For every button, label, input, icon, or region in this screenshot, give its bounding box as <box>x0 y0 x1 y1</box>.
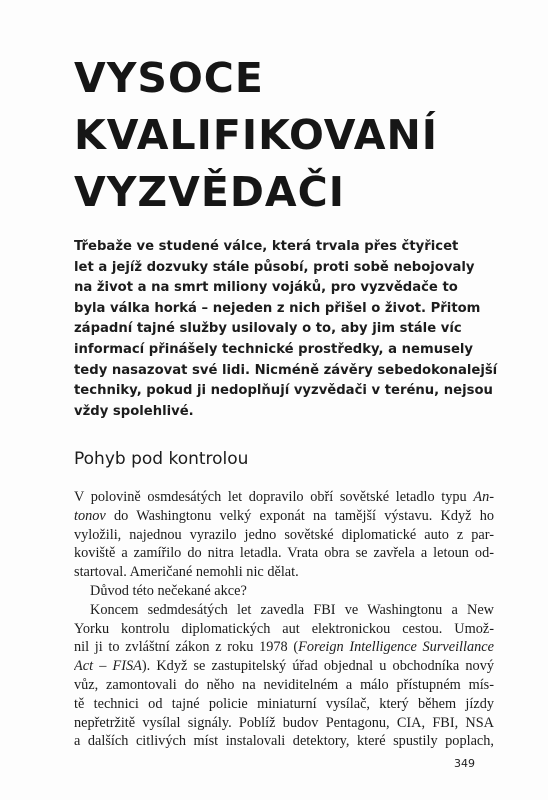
page-number: 349 <box>454 757 475 770</box>
body-line: tonov do Washingtonu velký exponát na tamější výstavu. Když ho <box>74 507 494 524</box>
body-line: nil ji to zvláštní zákon z roku 1978 (Foreign Intelligence Surveillance <box>74 639 494 656</box>
lead-line: let a jejíž dozvuky stále působí, proti sobě nebojovaly <box>74 259 475 275</box>
body-line: Act – FISA). Když se zastupitelský úřad objednal u obchodníka nový <box>74 658 494 675</box>
body-line: Důvod této nečekané akce? <box>90 582 247 599</box>
body-line: tě technici od tajné policie miniaturní vysílač, který během jízdy <box>74 695 494 712</box>
chapter-title-line: KVALIFIKOVANÍ <box>74 111 439 159</box>
body-line: vyložili, najednou vyrazilo jedno sovětské diplomatické auto z par- <box>74 526 494 543</box>
body-line: Koncem sedmdesátých let zavedla FBI ve Washingtonu a New <box>90 601 494 618</box>
lead-line: tedy nasazovat své lidi. Nicméně závěry sebedokonalejší <box>74 362 498 378</box>
lead-line: informací přinášely technické prostředky, a nemusely <box>74 341 474 357</box>
body-line: a dalších citlivých míst instalovali detektory, které spustily poplach, <box>74 733 494 750</box>
lead-line: techniky, pokud ji nedoplňují vyzvědači v terénu, nejsou <box>74 383 493 399</box>
chapter-title-line: VYZVĚDAČI <box>74 168 345 216</box>
lead-line: byla válka horká – nejeden z nich přišel o život. Přitom <box>74 300 481 316</box>
chapter-title-line: VYSOCE <box>74 54 264 102</box>
lead-line: na život a na smrt miliony vojáků, pro vyzvědače to <box>74 280 458 296</box>
body-text <box>74 488 494 751</box>
chapter-title <box>74 50 514 221</box>
body-line: V polovině osmdesátých let dopravilo obří sovětské letadlo typu An- <box>74 489 494 505</box>
body-line: nepřetržitě vysílal signály. Poblíž budov Pentagonu, CIA, FBI, NSA <box>74 714 494 731</box>
body-line: startoval. Američané nemohli nic dělat. <box>74 564 299 581</box>
lead-line: západní tajné služby usilovaly o to, aby jim stále víc <box>74 321 462 337</box>
section-heading: Pohyb pod kontrolou <box>74 449 249 469</box>
body-line: vůz, zamontovali do něho na neviditelném a málo přístupném mís- <box>74 676 494 693</box>
lead-line: vždy spolehlivé. <box>74 403 194 419</box>
body-line: Yorku kontrolu diplomatických aut elektronickou cestou. Umož- <box>74 620 494 637</box>
body-line: koviště a zamířilo do nitra letadla. Vrata obra se zavřela a letoun od- <box>74 545 494 562</box>
lead-paragraph <box>74 237 498 422</box>
lead-line: Třebaže ve studené válce, která trvala přes čtyřicet <box>74 239 459 254</box>
